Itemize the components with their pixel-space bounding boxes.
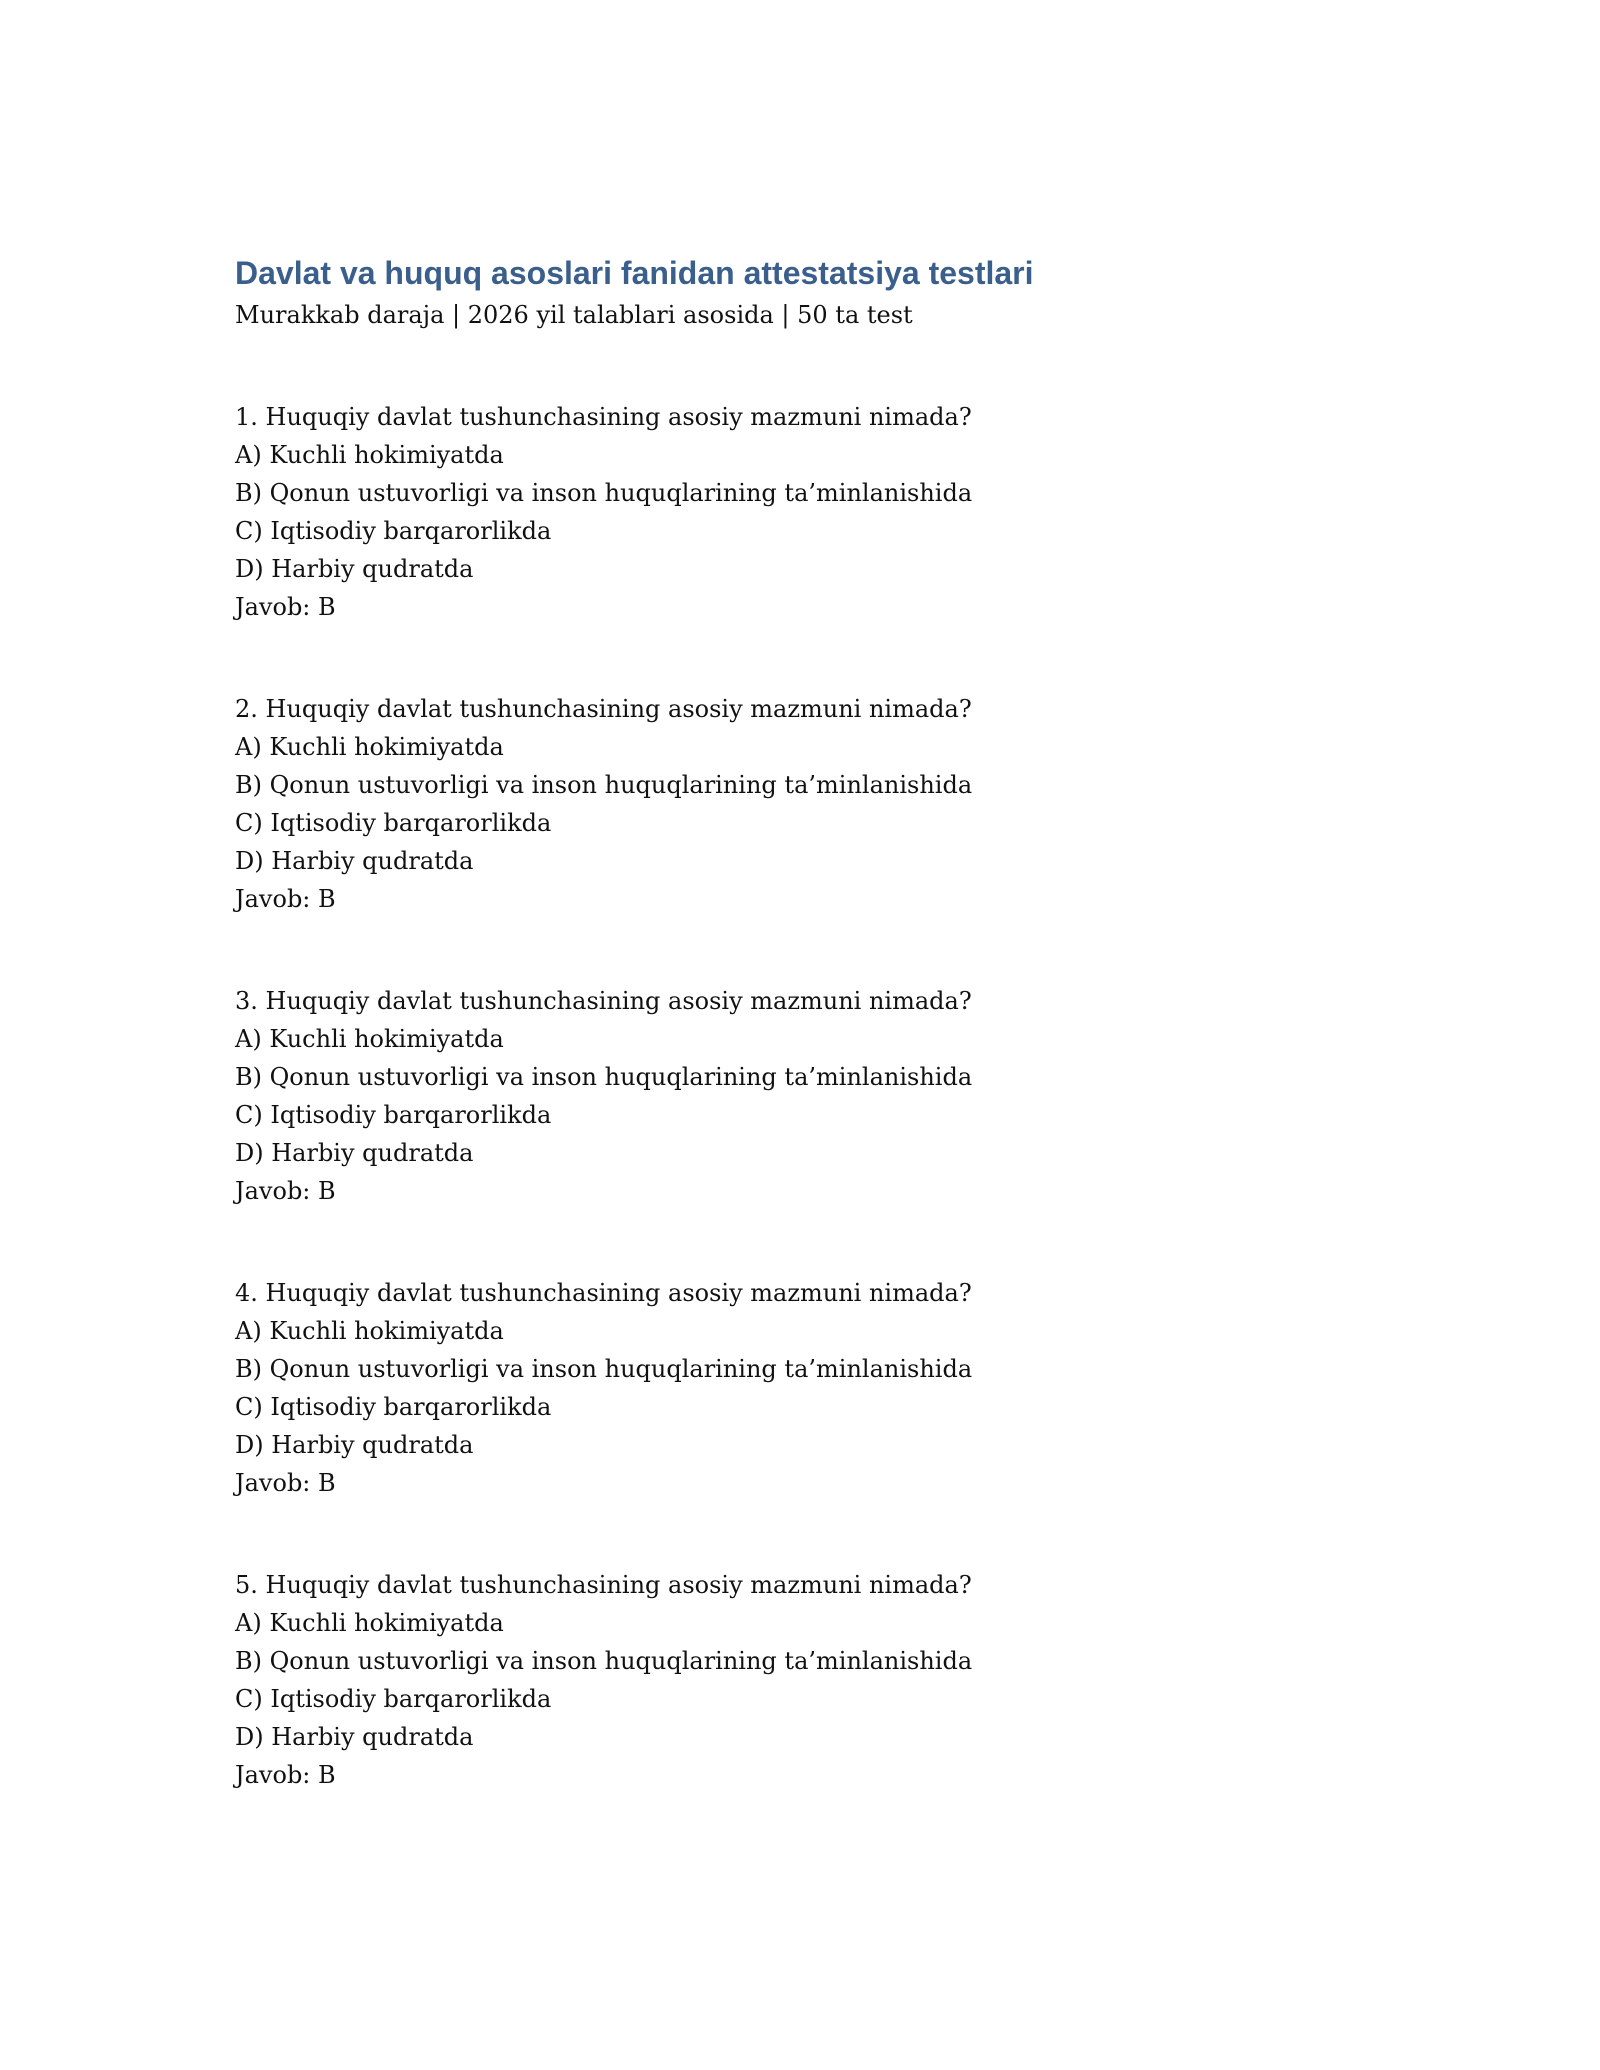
option-d: D) Harbiy qudratda — [235, 1723, 474, 1751]
option-a: A) Kuchli hokimiyatda — [235, 1317, 504, 1345]
option-a: A) Kuchli hokimiyatda — [235, 1025, 504, 1053]
option-c: C) Iqtisodiy barqarorlikda — [235, 1101, 552, 1129]
option-c: C) Iqtisodiy barqarorlikda — [235, 1393, 552, 1421]
option-c: C) Iqtisodiy barqarorlikda — [235, 1685, 552, 1713]
option-d: D) Harbiy qudratda — [235, 555, 474, 583]
question-block-4 — [235, 1274, 1415, 1566]
option-b: B) Qonun ustuvorligi va inson huquqlarining ta’minlanishida — [235, 1355, 973, 1383]
answer-text: Javob: B — [235, 1177, 336, 1205]
question-text: 3. Huquqiy davlat tushunchasining asosiy mazmuni nimada? — [235, 987, 972, 1015]
option-a: A) Kuchli hokimiyatda — [235, 733, 504, 761]
option-d: D) Harbiy qudratda — [235, 1139, 474, 1167]
document-subtitle: Murakkab daraja | 2026 yil talablari asosida | 50 ta test — [235, 301, 913, 329]
question-text: 2. Huquqiy davlat tushunchasining asosiy mazmuni nimada? — [235, 695, 972, 723]
answer-text: Javob: B — [235, 885, 336, 913]
question-block-5 — [235, 1566, 1415, 1858]
question-block-3 — [235, 982, 1415, 1274]
option-b: B) Qonun ustuvorligi va inson huquqlarining ta’minlanishida — [235, 1647, 973, 1675]
question-text: 4. Huquqiy davlat tushunchasining asosiy mazmuni nimada? — [235, 1279, 972, 1307]
question-list — [235, 398, 1415, 1858]
document-content — [235, 250, 1415, 1858]
option-d: D) Harbiy qudratda — [235, 1431, 474, 1459]
option-a: A) Kuchli hokimiyatda — [235, 1609, 504, 1637]
option-b: B) Qonun ustuvorligi va inson huquqlarining ta’minlanishida — [235, 771, 973, 799]
answer-text: Javob: B — [235, 1761, 336, 1789]
option-d: D) Harbiy qudratda — [235, 847, 474, 875]
option-c: C) Iqtisodiy barqarorlikda — [235, 809, 552, 837]
option-b: B) Qonun ustuvorligi va inson huquqlarining ta’minlanishida — [235, 479, 973, 507]
question-text: 5. Huquqiy davlat tushunchasining asosiy mazmuni nimada? — [235, 1571, 972, 1599]
answer-text: Javob: B — [235, 1469, 336, 1497]
option-c: C) Iqtisodiy barqarorlikda — [235, 517, 552, 545]
document-title: Davlat va huquq asoslari fanidan attestatsiya testlari — [235, 255, 1034, 291]
answer-text: Javob: B — [235, 593, 336, 621]
question-block-1 — [235, 398, 1415, 690]
option-a: A) Kuchli hokimiyatda — [235, 441, 504, 469]
question-block-2 — [235, 690, 1415, 982]
option-b: B) Qonun ustuvorligi va inson huquqlarining ta’minlanishida — [235, 1063, 973, 1091]
question-text: 1. Huquqiy davlat tushunchasining asosiy mazmuni nimada? — [235, 403, 972, 431]
